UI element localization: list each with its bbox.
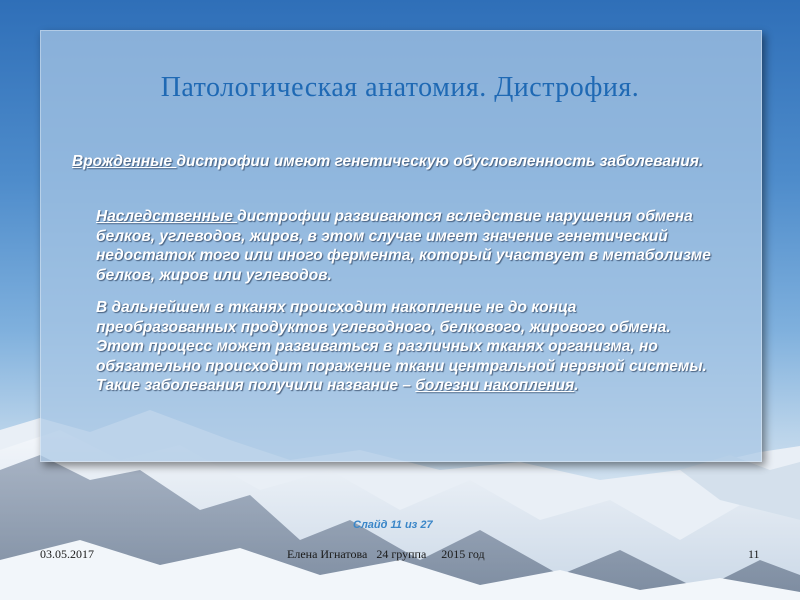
term-hereditary: Наследственные bbox=[96, 208, 238, 225]
footer-author: Елена Игнатова 24 группа 2015 год bbox=[287, 547, 485, 561]
slide-title: Патологическая анатомия. Дистрофия. bbox=[160, 72, 640, 103]
paragraph-hereditary bbox=[96, 207, 736, 285]
paragraph-storage-text: В дальнейшем в тканях происходит накопление не до конца преобразованных продуктов углеводного, белкового, жирового обмена. Этот процесс может развиваться в различных тканях организма, но обязательно происходит поражение ткани центральной нервной системы. Такие заболевания получили название – bbox=[96, 299, 707, 394]
footer-date: 03.05.2017 bbox=[40, 547, 94, 561]
paragraph-congenital bbox=[72, 152, 736, 172]
term-storage-diseases: болезни накопления bbox=[415, 377, 575, 394]
paragraph-storage-diseases bbox=[96, 298, 716, 396]
slide-counter: Слайд 11 из 27 bbox=[353, 519, 433, 531]
term-congenital: Врожденные bbox=[72, 153, 177, 170]
paragraph-hereditary-text: дистрофии развиваются вследствие нарушения обмена белков, углеводов, жиров, в этом случае имеет значение генетический недостаток того или иного фермента, который участвует в метаболизме белков, жиров или углеводов. bbox=[96, 208, 711, 284]
paragraph-storage-end: . bbox=[574, 377, 579, 394]
footer-page-number: 11 bbox=[748, 547, 760, 561]
paragraph-congenital-text: дистрофии имеют генетическую обусловленность заболевания. bbox=[176, 153, 704, 170]
